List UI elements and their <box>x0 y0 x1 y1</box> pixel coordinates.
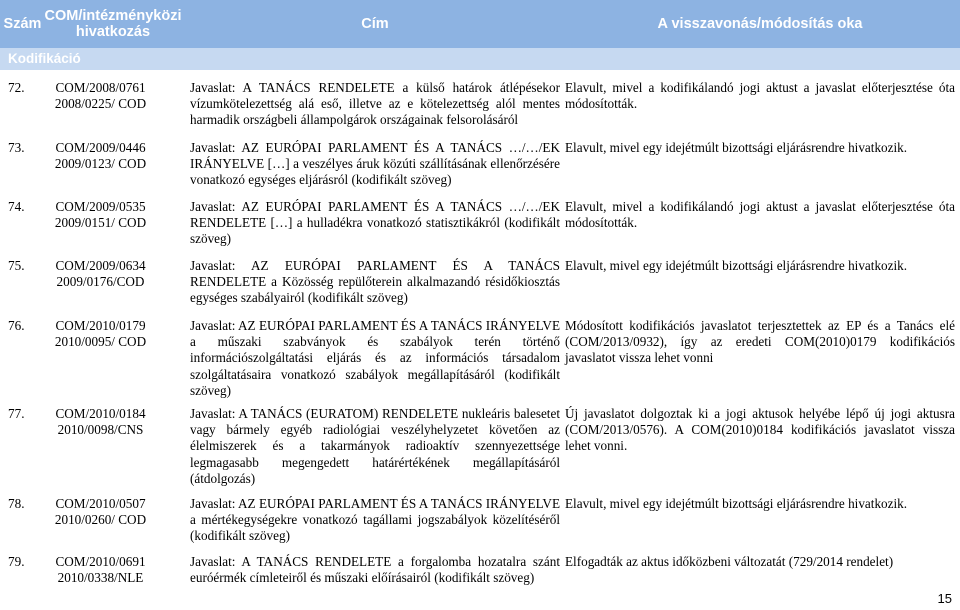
row-com-reference: COM/2009/0446 2009/0123/ COD <box>54 140 147 172</box>
section-band <box>0 48 960 70</box>
row-title: Javaslat: AZ EURÓPAI PARLAMENT ÉS A TANÁCS IRÁNYELVE a mértékegységekre vonatkozó tagállami jogszabályok közelítéséről (kodifikált szöveg) <box>190 496 560 544</box>
row-number: 79. <box>8 554 25 569</box>
row-com-reference: COM/2010/0179 2010/0095/ COD <box>54 318 147 350</box>
header-com-reference: COM/intézményközi hivatkozás <box>44 8 182 40</box>
row-number: 74. <box>8 199 25 214</box>
row-title: Javaslat: A TANÁCS RENDELETE a külső határok átlépésekor vízumkötelezettség alá eső, illetve az e kötelezettség alól mentes harmadik országbeli állampolgárok országainak felsorolásáról <box>190 80 560 128</box>
row-com-reference: COM/2009/0634 2009/0176/COD <box>55 258 146 290</box>
row-title: Javaslat: AZ EURÓPAI PARLAMENT ÉS A TANÁCS …/…/EK RENDELETE […] a hulladékra vonatkozó statisztikákról (kodifikált szöveg) <box>190 199 560 247</box>
row-title: Javaslat: AZ EURÓPAI PARLAMENT ÉS A TANÁCS RENDELETE a Közösség repülőterein alkalmazandó résidőkiosztás egységes szabályairól (kodifikált szöveg) <box>190 258 560 306</box>
page-number: 15 <box>937 591 952 606</box>
row-status: Módosított kodifikációs javaslatot terjesztettek az EP és a Tanács elé (COM/2013/0932), így az eredeti COM(2010)0179 kodifikációs javaslatot vissza lehet vonni <box>565 318 955 366</box>
row-title: Javaslat: AZ EURÓPAI PARLAMENT ÉS A TANÁCS IRÁNYELVE a műszaki szabványok és szabályok terén történő információszolgáltatási eljárás és az információs társadalom szolgáltatásaira vonatkozó szabályok megállapításáról (kodifikált szöveg) <box>190 318 560 398</box>
row-status: Elavult, mivel a kodifikálandó jogi aktust a javaslat előterjesztése óta módosították. <box>565 80 955 112</box>
row-com-reference: COM/2010/0184 2010/0098/CNS <box>55 406 146 438</box>
row-number: 72. <box>8 80 25 95</box>
row-number: 78. <box>8 496 25 511</box>
header-reason: A visszavonás/módosítás oka <box>657 16 863 32</box>
header-title: Cím <box>361 16 389 32</box>
row-com-reference: COM/2010/0691 2010/0338/NLE <box>55 554 146 586</box>
row-com-reference: COM/2009/0535 2009/0151/ COD <box>54 199 147 231</box>
row-number: 77. <box>8 406 25 421</box>
table-header <box>0 0 960 48</box>
row-number: 75. <box>8 258 25 273</box>
row-com-reference: COM/2008/0761 2008/0225/ COD <box>54 80 147 112</box>
row-status: Elavult, mivel egy idejétmúlt bizottsági eljárásrendre hivatkozik. <box>565 258 908 273</box>
row-status: Elavult, mivel egy idejétmúlt bizottsági eljárásrendre hivatkozik. <box>565 140 908 155</box>
row-com-reference: COM/2010/0507 2010/0260/ COD <box>54 496 147 528</box>
row-title: Javaslat: A TANÁCS (EURATOM) RENDELETE nukleáris balesetet vagy bármely egyéb radiológiai veszélyhelyzetet követően az élelmiszerek és a takarmányok radioaktív szennyezettsége legmagasabb megengedett határértékének megállapításáról (átdolgozás) <box>190 406 560 486</box>
section-title: Kodifikáció <box>8 51 81 66</box>
row-number: 76. <box>8 318 25 333</box>
row-title: Javaslat: AZ EURÓPAI PARLAMENT ÉS A TANÁCS …/…/EK IRÁNYELVE […] a veszélyes áruk közúti szállításának ellenőrzésére vonatkozó egységes eljárásról (kodifikált szöveg) <box>190 140 560 188</box>
row-status: Elavult, mivel egy idejétmúlt bizottsági eljárásrendre hivatkozik. <box>565 496 908 511</box>
row-number: 73. <box>8 140 25 155</box>
header-number: Szám <box>3 16 42 32</box>
row-title: Javaslat: A TANÁCS RENDELETE a forgalomba hozatalra szánt euróérmék címleteiről és műszaki előírásairól (kodifikált szöveg) <box>190 554 560 586</box>
row-status: Elfogadták az aktus időközbeni változatát (729/2014 rendelet) <box>565 554 894 569</box>
row-status: Elavult, mivel a kodifikálandó jogi aktust a javaslat előterjesztése óta módosították. <box>565 199 955 231</box>
row-status: Új javaslatot dolgoztak ki a jogi aktusok helyébe lépő új jogi aktusra (COM/2013/0576). A COM(2010)0184 kodifikációs javaslatot vissza lehet vonni. <box>565 406 955 454</box>
